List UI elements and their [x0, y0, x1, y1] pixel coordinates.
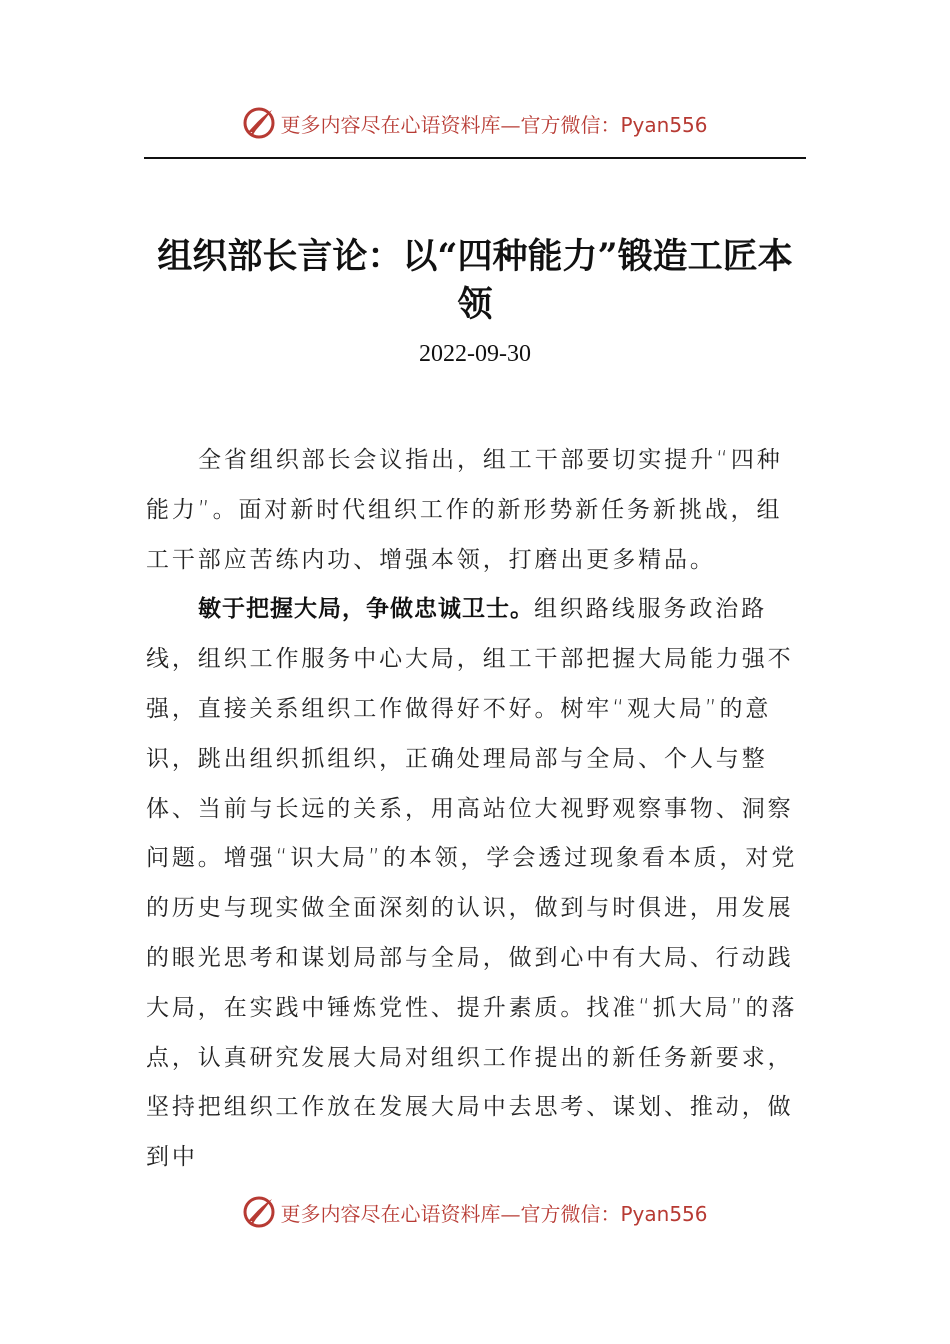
- quill-logo-icon: [242, 106, 276, 140]
- document-date: 2022-09-30: [419, 341, 531, 367]
- quill-logo-icon: [242, 1195, 276, 1229]
- document-body: [146, 436, 806, 1183]
- header-wechat-id: Pyan556: [620, 112, 708, 137]
- paragraph-1: [146, 436, 806, 585]
- footer-banner: [0, 1190, 950, 1234]
- paragraph-2-text: 组织路线服务政治路线，组织工作服务中心大局，组工干部把握大局能力强不强，直接关系组织工作做得好不好。树牢“观大局”的意识，跳出组织抓组织，正确处理局部与全局、个人与整体、当前与长远的关系，用高站位大视野观察事物、洞察问题。增强“识大局”的本领，学会透过现象看本质，对党的历史与现实做全面深刻的认识，做到与时俱进，用发展的眼光思考和谋划局部与全局，做到心中有大局、行动践大局，在实践中锤炼党性、提升素质。找准“抓大局”的落点，认真研究发展大局对组织工作提出的新任务新要求，坚持把组织工作放在发展大局中去思考、谋划、推动，做到中: [146, 596, 798, 1171]
- footer-banner-text: 更多内容尽在心语资料库—官方微信：Pyan556: [280, 1201, 708, 1226]
- document-title: 组织部长言论：以“四种能力”锻造工匠本领: [157, 236, 793, 325]
- footer-wechat-id: Pyan556: [620, 1201, 708, 1226]
- paragraph-2-lead: 敏于把握大局，争做忠诚卫士。: [198, 596, 534, 623]
- header-banner: [0, 101, 950, 145]
- header-divider: [144, 157, 806, 159]
- header-banner-text: 更多内容尽在心语资料库—官方微信：Pyan556: [280, 112, 708, 137]
- paragraph-1-text: 全省组织部长会议指出，组工干部要切实提升“四种能力”。面对新时代组织工作的新形势新任务新挑战，组工干部应苦练内功、增强本领，打磨出更多精品。: [146, 447, 783, 573]
- paragraph-2: [146, 585, 806, 1183]
